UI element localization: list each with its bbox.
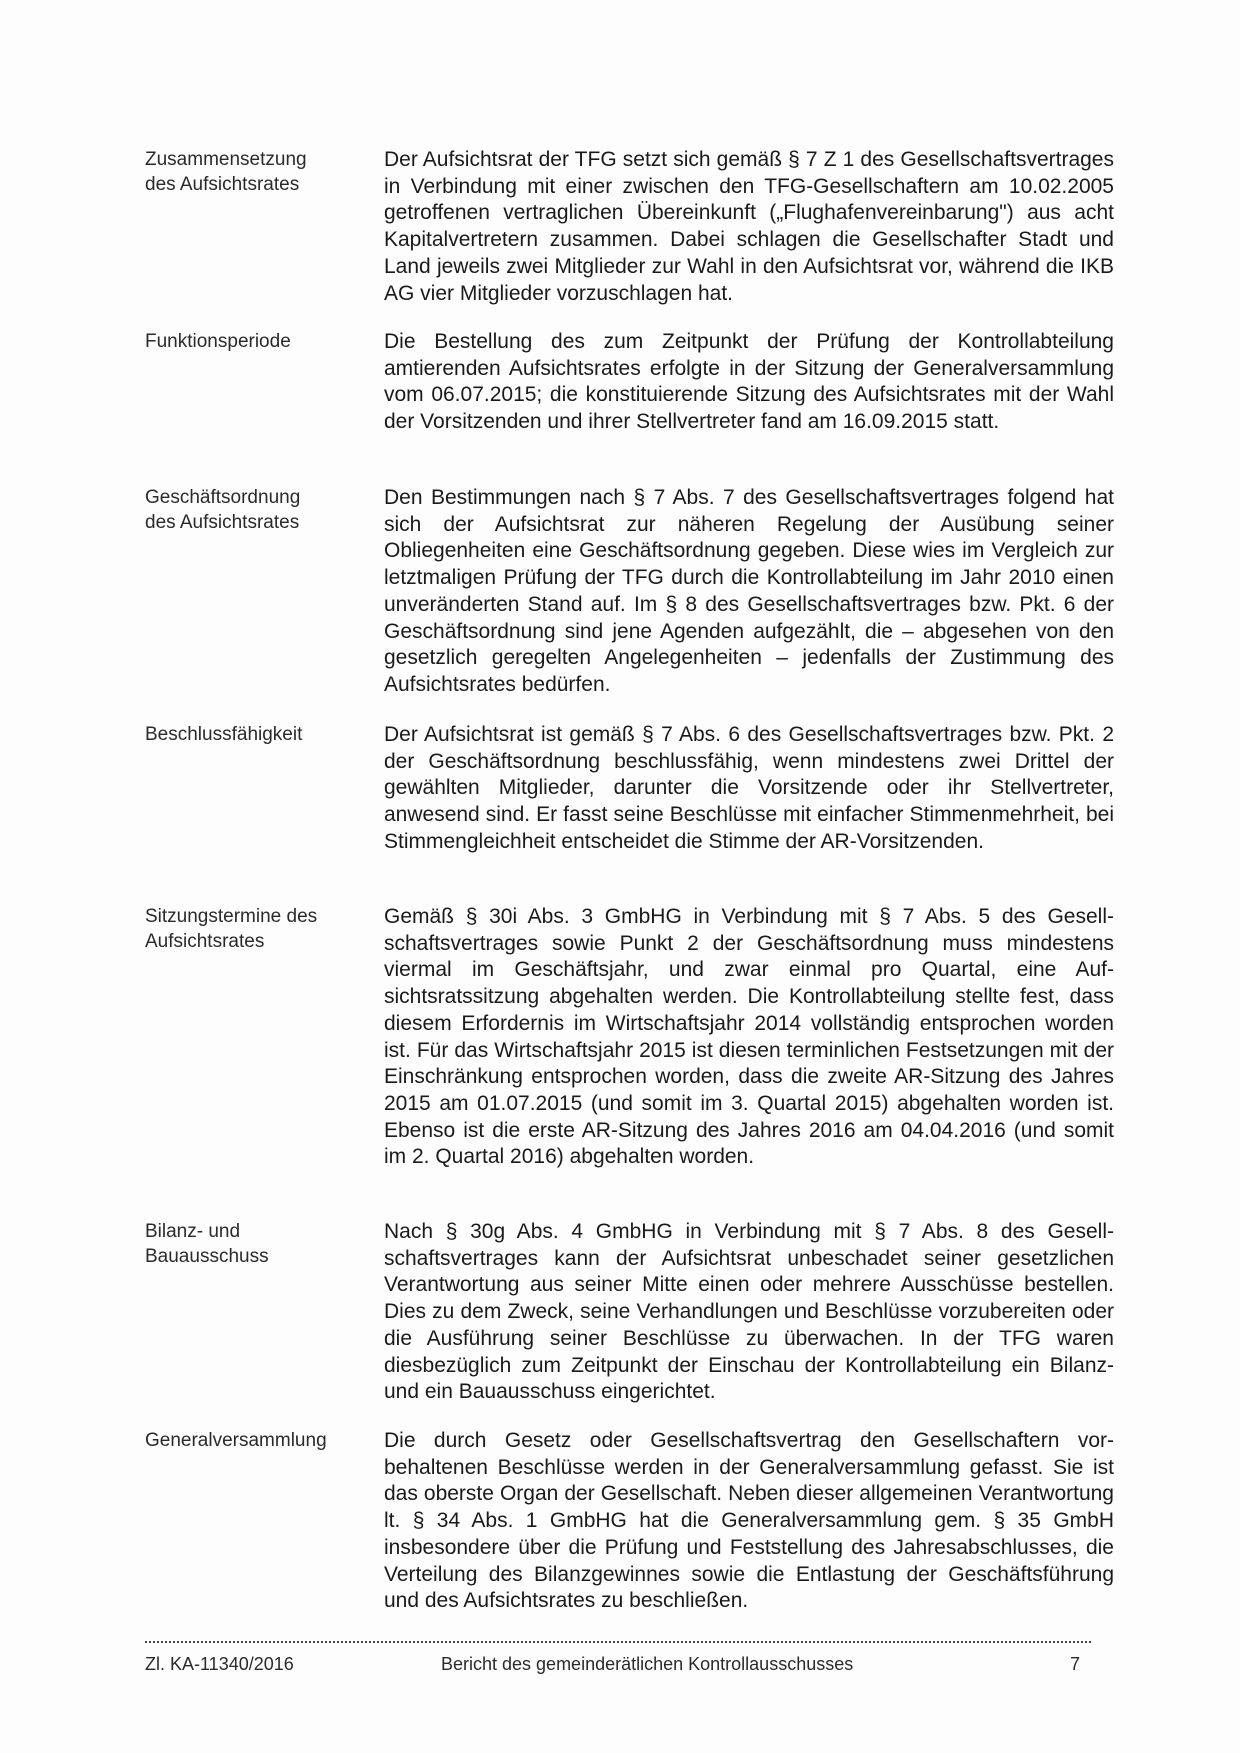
margin-heading: Bilanz- und Bauausschuss [145, 1221, 269, 1267]
paragraph: Die durch Gesetz oder Gesellschaftsvertrag den Gesellschaftern vorbehaltenen Beschlüsse werden in der Generalversammlung gefasst. Sie ist das oberste Organ der Gesellschaft. Neben dieser allgemeinen Verantwortung lt. § 34 Abs. 1 GmbHG hat die Generalversammlung gem. § 35 GmbH insbesondere über die Prüfung und Feststellung des Jahresabschlusses, die Verteilung des Bilanzgewinnes sowie die Entlastung der Geschäftsführung und des Aufsichtsrates zu beschließen. [384, 1429, 1114, 1613]
margin-heading: Zusammensetzung des Aufsichtsrates [145, 149, 307, 195]
paragraph: Nach § 30g Abs. 4 GmbHG in Verbindung mit § 7 Abs. 8 des Gesellschaftsvertrages kann der Aufsichtsrat unbeschadet seiner gesetzlichen Verantwortung aus seiner Mitte einen oder mehrere Ausschüsse bestellen. Dies zu dem Zweck, seine Verhandlungen und Beschlüsse vorzubereiten oder die Ausführung seiner Beschlüsse zu überwachen. In der TFG waren diesbezüglich zum Zeitpunkt der Einschau der Kontrollabteilung ein Bilanz- und ein Bauausschuss eingerichtet. [384, 1220, 1114, 1404]
page-number: 7 [1070, 1654, 1081, 1674]
margin-heading: Geschäftsordnung des Aufsichtsrates [145, 487, 301, 533]
paragraph: Den Bestimmungen nach § 7 Abs. 7 des Gesellschaftsvertrages folgend hat sich der Aufsichtsrat zur näheren Regelung der Ausübung seiner Obliegenheiten eine Geschäftsordnung gegeben. Diese wies im Vergleich zur letztmaligen Prüfung der TFG durch die Kontrollabteilung im Jahr 2010 einen unveränderten Stand auf. Im § 8 des Gesellschaftsvertrages bzw. Pkt. 6 der Geschäftsordnung sind jene Agenden aufgezählt, die – abgesehen von den gesetzlich geregelten Angelegenheiten – jedenfalls der Zustimmung des Aufsichtsrates bedürfen. [384, 486, 1114, 696]
paragraph: Der Aufsichtsrat der TFG setzt sich gemäß § 7 Z 1 des Gesellschaftsvertrages in Verbindung mit einer zwischen den TFG-Gesellschaftern am 10.02.2005 getroffenen vertraglichen Übereinkunft („Flughafenvereinbarung") aus acht Kapitalvertretern zusammen. Dabei schlagen die Gesellschafter Stadt und Land jeweils zwei Mitglieder zur Wahl in den Aufsichtsrat vor, während die IKB AG vier Mitglieder vorzuschlagen hat. [384, 148, 1114, 305]
margin-heading: Funktionsperiode [145, 331, 291, 352]
footer-divider [145, 1641, 1091, 1643]
margin-heading: Generalversammlung [145, 1430, 327, 1451]
margin-heading: Beschlussfähigkeit [145, 724, 303, 745]
margin-heading: Sitzungstermine des Aufsichtsrates [145, 906, 318, 952]
paragraph: Gemäß § 30i Abs. 3 GmbHG in Verbindung mit § 7 Abs. 5 des Gesellschaftsvertrages sowie Punkt 2 der Geschäftsordnung muss mindestens viermal im Geschäftsjahr, und zwar einmal pro Quartal, eine Aufsichtsratssitzung abgehalten werden. Die Kontrollabteilung stellte fest, dass diesem Erfordernis im Wirtschaftsjahr 2014 vollständig entsprochen worden ist. Für das Wirtschaftsjahr 2015 ist diesen terminlichen Festsetzungen mit der Einschränkung entsprochen worden, dass die zweite AR-Sitzung des Jahres 2015 am 01.07.2015 (und somit im 3. Quartal 2015) abgehalten worden ist. Ebenso ist die erste AR-Sitzung des Jahres 2016 am 04.04.2016 (und somit im 2. Quartal 2016) abgehalten worden. [384, 905, 1114, 1169]
footer-reference: Zl. KA-11340/2016 [145, 1654, 294, 1674]
paragraph: Der Aufsichtsrat ist gemäß § 7 Abs. 6 des Gesellschaftsvertrages bzw. Pkt. 2 der Geschäftsordnung beschlussfähig, wenn mindestens zwei Drittel der gewählten Mitglieder, darunter die Vorsitzende oder ihr Stellvertreter, anwesend sind. Er fasst seine Beschlüsse mit einfacher Stimmenmehrheit, bei Stimmengleichheit entscheidet die Stimme der AR-Vorsitzenden. [384, 723, 1114, 853]
paragraph: Die Bestellung des zum Zeitpunkt der Prüfung der Kontrollabteilung amtierenden Aufsichtsrates erfolgte in der Sitzung der Generalversammlung vom 06.07.2015; die konstituierende Sitzung des Aufsichtsrates mit der Wahl der Vorsitzenden und ihrer Stellvertreter fand am 16.09.2015 statt. [384, 330, 1114, 434]
footer-title: Bericht des gemeinderätlichen Kontrollausschusses [441, 1654, 854, 1674]
